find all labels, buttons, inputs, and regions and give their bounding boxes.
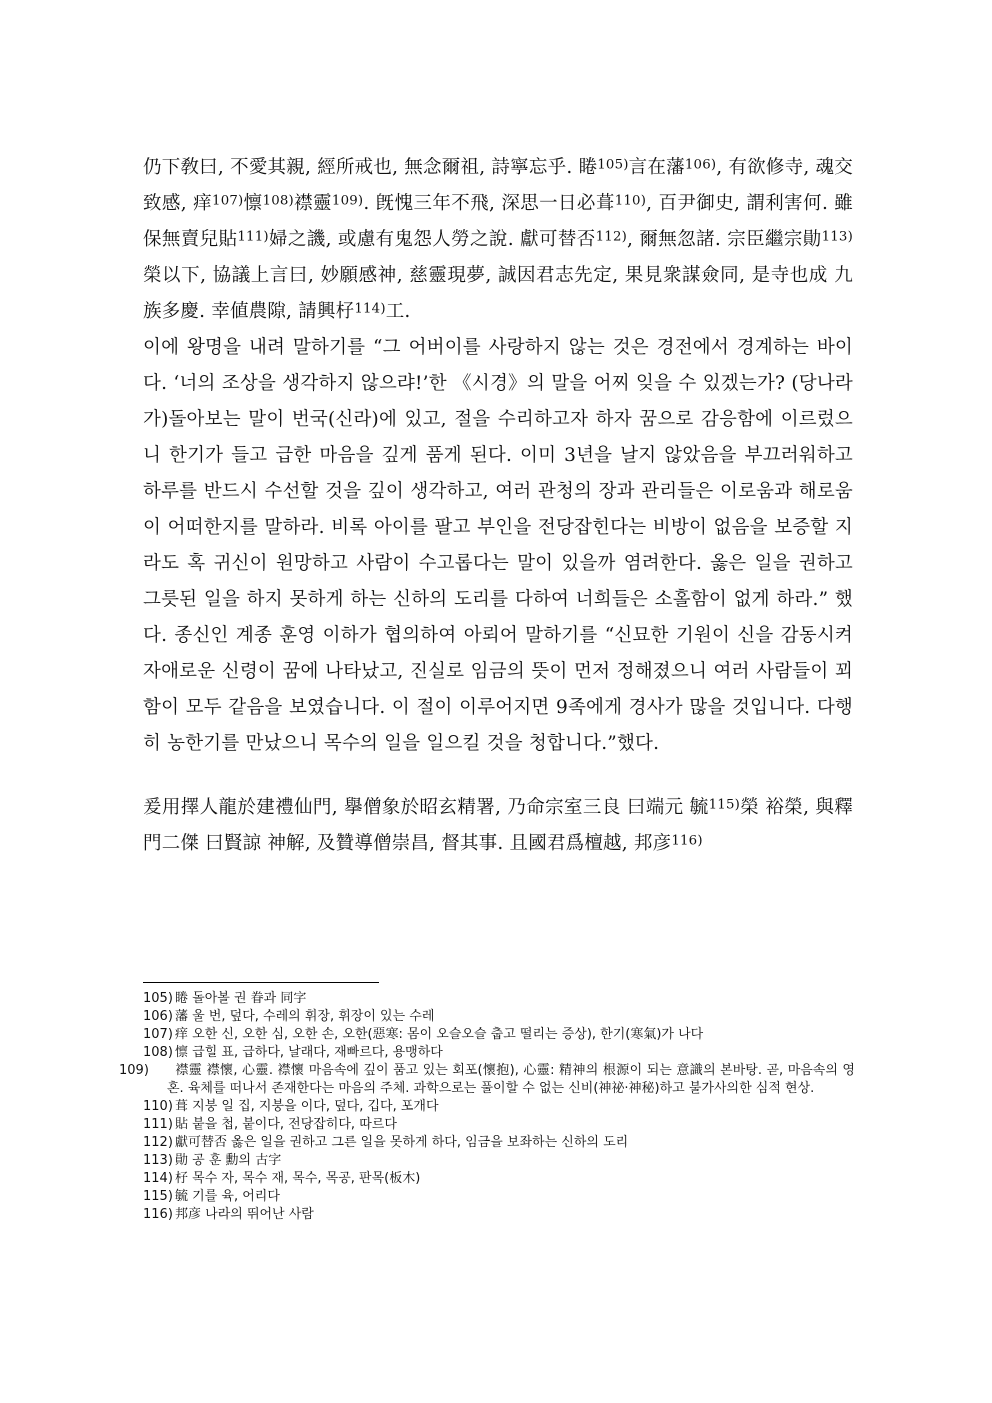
footnote-item — [143, 1152, 855, 1170]
text-run: , 爾無忽諸. 宗臣繼宗勛 — [627, 229, 822, 250]
text-run: 爰用擇人龍於建禮仙門, 擧僧象於昭玄精署, 乃命宗室三良 曰端元 毓 — [143, 797, 709, 818]
main-text — [143, 150, 853, 862]
text-run: , 有欲修寺, 魂交致感, 痒 — [143, 157, 853, 214]
footnote-number: 111) — [143, 1117, 173, 1132]
footnote-text: 藩 울 번, 덮다, 수레의 휘장, 휘장이 있는 수레 — [175, 1009, 435, 1024]
text-run: 襟靈 — [293, 193, 332, 214]
footnote-ref: 115) — [708, 797, 741, 813]
paragraph-korean-translation — [143, 330, 853, 762]
footnote-item — [143, 1116, 855, 1134]
footnote-text: 毓 기를 육, 어리다 — [175, 1189, 280, 1204]
footnote-text: 痒 오한 신, 오한 심, 오한 손, 오한(惡寒: 몸이 오슬오슬 춥고 떨리는 증상), 한기(寒氣)가 나다 — [175, 1027, 704, 1042]
footnote-number: 114) — [143, 1171, 173, 1186]
footnote-ref: 113) — [821, 229, 853, 245]
footnote-item — [143, 990, 855, 1008]
text-run: 工. — [385, 301, 411, 322]
footnote-ref: 107) — [212, 193, 244, 209]
footnote-number: 116) — [143, 1207, 173, 1222]
text-run: . 旣愧三年不飛, 深思一日必葺 — [363, 193, 615, 214]
text-run: 言在藩 — [628, 157, 685, 178]
text-run: 이에 왕명을 내려 말하기를 “그 어버이를 사랑하지 않는 것은 경전에서 경계하는 바이다. ‘너의 조상을 생각하지 않으랴!’한 《시경》의 말을 어찌 잊을 수 있겠는가? (당나라가)돌아보는 말이 번국(신라)에 있고, 절을 수리하고자 하자 꿈으로 감응함에 이르렀으니 한기가 들고 급한 마음을 깊게 품게 된다. 이미 3년을 날지 않았음을 부끄러워하고 하루를 반드시 수선할 것을 깊이 생각하고, 여러 관청의 장과 관리들은 이로움과 해로움이 어떠한지를 말하라. 비록 아이를 팔고 부인을 전당잡힌다는 비방이 없음을 보증할 지라도 혹 귀신이 원망하고 사람이 수고롭다는 말이 있을까 염려한다. 옳은 일을 권하고 그릇된 일을 하지 못하게 하는 신하의 도리를 다하여 너희들은 소홀함이 없게 하라.” 했다. 종신인 계종 훈영 이하가 협의하여 아뢰어 말하기를 “신묘한 기원이 신을 감동시켜 자애로운 신령이 꿈에 나타났고, 진실로 임금의 뜻이 먼저 정해졌으니 여러 사람들이 꾀함이 모두 같음을 보였습니다. 이 절이 이루어지면 9족에게 경사가 많을 것입니다. 다행히 농한기를 만났으니 목수의 일을 일으킬 것을 청합니다.”했다. — [143, 337, 853, 754]
footnote-text: 葺 지붕 일 집, 지붕을 이다, 덮다, 깁다, 포개다 — [175, 1099, 439, 1114]
footnote-ref: 108) — [262, 193, 294, 209]
text-run: 婦之譏, 或慮有鬼怨人勞之說. 獻可替否 — [268, 229, 596, 250]
footnote-ref: 111) — [237, 229, 269, 245]
footnote-ref: 116) — [671, 833, 703, 849]
footnote-item — [143, 1188, 855, 1206]
footnote-number: 115) — [143, 1189, 173, 1204]
footnote-number: 110) — [143, 1099, 173, 1114]
footnote-item — [143, 1098, 855, 1116]
text-run: 榮 裕榮, 與釋門二傑 曰賢諒 神解, 及贊導僧崇昌, 督其事. 且國君爲檀越, 邦彦 — [143, 797, 853, 854]
footnote-item — [119, 1062, 855, 1098]
footnote-number: 112) — [143, 1135, 173, 1150]
footnote-text: 邦彦 나라의 뛰어난 사람 — [175, 1207, 314, 1222]
paragraph-gap — [143, 762, 853, 790]
paragraph-hanja-2 — [143, 790, 853, 862]
footnote-text: 睠 돌아볼 권 眷과 同字 — [175, 991, 307, 1006]
footnote-text: 懔 급힐 표, 급하다, 날래다, 재빠르다, 용맹하다 — [175, 1045, 443, 1060]
footnotes — [119, 990, 855, 1224]
text-run: 仍下敎曰, 不愛其親, 經所戒也, 無念爾祖, 詩寧忘乎. 睠 — [143, 157, 598, 178]
footnote-ref: 114) — [354, 301, 386, 317]
footnote-text: 獻可替否 옳은 일을 권하고 그른 일을 못하게 하다, 임금을 보좌하는 신하의 도리 — [175, 1135, 629, 1150]
footnote-number: 107) — [143, 1027, 173, 1042]
footnote-item — [143, 1134, 855, 1152]
footnote-ref: 106) — [684, 157, 717, 173]
footnote-item — [143, 1026, 855, 1044]
footnote-text: 杍 목수 자, 목수 재, 목수, 목공, 판목(板木) — [175, 1171, 421, 1186]
footnote-divider — [143, 982, 379, 983]
footnote-ref: 109) — [331, 193, 364, 209]
footnote-ref: 112) — [595, 229, 628, 245]
footnote-text: 襟靈 襟懷, 心靈. 襟懷 마음속에 깊이 품고 있는 회포(懷抱), 心靈: 精神의 根源이 되는 意識의 본바탕. 곧, 마음속의 영혼. 육체를 떠나서 존재한다는 마음의 주체. 과학으로는 풀이할 수 없는 신비(神祕‧神秘)하고 불가사의한 심적 현상. — [167, 1063, 855, 1096]
text-run: 榮以下, 協議上言曰, 妙願感神, 慈靈現夢, 誠因君志先定, 果見衆謀僉同, 是寺也成 九族多慶. 幸値農隙, 請興杍 — [143, 265, 853, 322]
footnote-item — [143, 1170, 855, 1188]
footnote-number: 108) — [143, 1045, 173, 1060]
footnote-ref: 105) — [597, 157, 629, 173]
footnote-number: 109) — [119, 1063, 149, 1078]
footnote-text: 勛 공 훈 勳의 古字 — [175, 1153, 282, 1168]
footnote-item — [143, 1044, 855, 1062]
footnote-number: 113) — [143, 1153, 173, 1168]
paragraph-hanja-1 — [143, 150, 853, 330]
footnote-text: 貼 붙을 첩, 붙이다, 전당잡히다, 따르다 — [175, 1117, 397, 1132]
text-run: , 百尹御史, 謂利害何. 雖保無賣兒貼 — [143, 193, 854, 250]
footnote-item — [143, 1008, 855, 1026]
footnote-number: 106) — [143, 1009, 173, 1024]
text-run: 懔 — [243, 193, 263, 214]
footnote-item — [143, 1206, 855, 1224]
footnote-ref: 110) — [614, 193, 647, 209]
footnote-number: 105) — [143, 991, 173, 1006]
